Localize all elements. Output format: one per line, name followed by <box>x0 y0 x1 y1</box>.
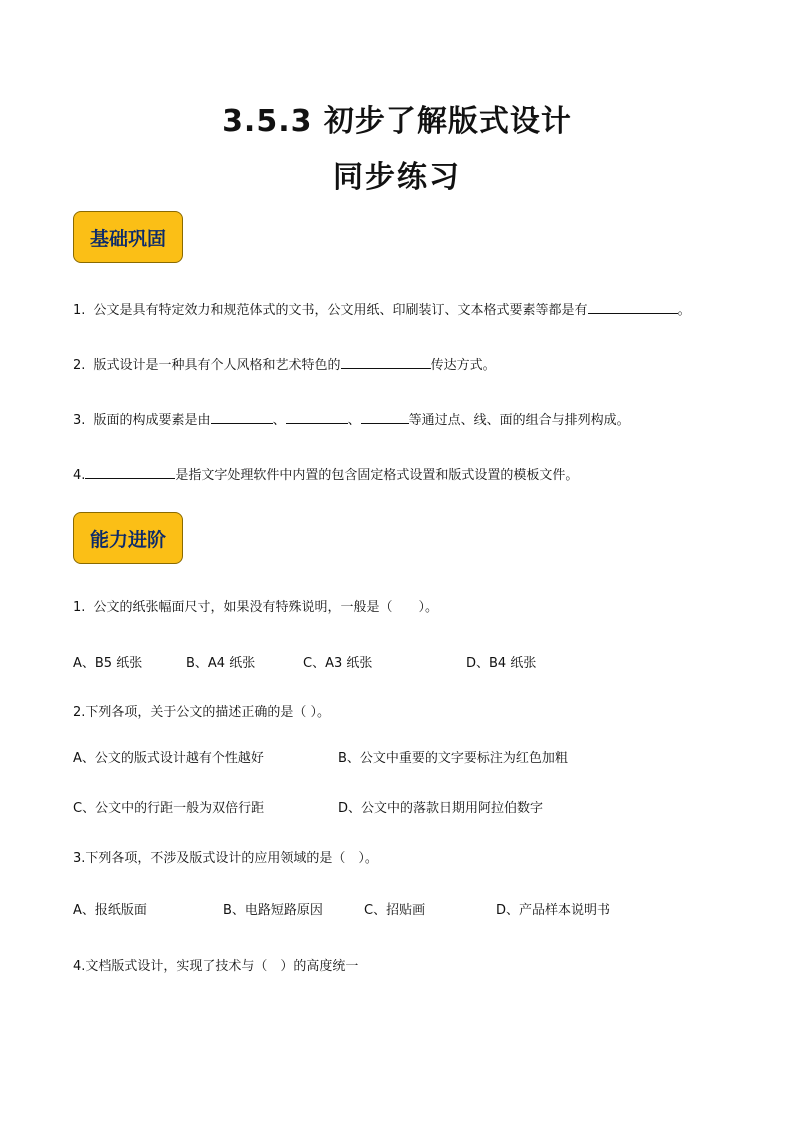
question-text: 是指文字处理软件中内置的包含固定格式设置和版式设置的模板文件。 <box>175 468 579 483</box>
fill-question-4 <box>73 464 578 483</box>
answer-blank-1[interactable] <box>211 409 273 424</box>
page-title: 3.5.3 初步了解版式设计 <box>222 104 572 139</box>
choice-question-4: 4.文档版式设计，实现了技术与（ ）的高度统一 <box>73 959 359 974</box>
answer-blank[interactable] <box>341 354 431 369</box>
section-badge-basic: 基础巩固 <box>73 211 183 263</box>
separator: 、 <box>272 413 286 428</box>
choice-question-1 <box>73 596 438 615</box>
question-text: 公文是具有特定效力和规范体式的文书，公文用纸、印刷装订、文本格式要素等都是有 <box>93 303 588 318</box>
answer-blank[interactable] <box>85 464 175 479</box>
question-number: 4. <box>73 468 86 483</box>
question-text: 公文的纸张幅面尺寸，如果没有特殊说明，一般是（ ）。 <box>93 600 439 615</box>
question-text-end: 传达方式。 <box>430 358 496 373</box>
option-d[interactable]: D、B4 纸张 <box>466 656 537 671</box>
option-a[interactable]: A、报纸版面 <box>73 903 147 918</box>
fill-question-2 <box>73 354 496 373</box>
question-text: 版面的构成要素是由 <box>93 413 211 428</box>
answer-blank[interactable] <box>588 299 678 314</box>
option-b[interactable]: B、电路短路原因 <box>223 903 323 918</box>
question-text-end: 等通过点、线、面的组合与排列构成。 <box>408 413 630 428</box>
option-b[interactable]: B、公文中重要的文字要标注为红色加粗 <box>338 751 568 766</box>
option-b[interactable]: B、A4 纸张 <box>186 656 256 671</box>
question-number: 1. <box>73 303 86 318</box>
option-d[interactable]: D、公文中的落款日期用阿拉伯数字 <box>338 801 544 816</box>
page-subtitle: 同步练习 <box>333 160 461 195</box>
question-number: 1. <box>73 600 86 615</box>
option-c[interactable]: C、A3 纸张 <box>303 656 373 671</box>
answer-blank-3[interactable] <box>361 409 409 424</box>
fill-question-1 <box>73 299 691 318</box>
fill-question-3 <box>73 409 630 428</box>
section-badge-advanced: 能力进阶 <box>73 512 183 564</box>
choice-question-2: 2.下列各项，关于公文的描述正确的是（ ）。 <box>73 705 331 720</box>
question-text: 版式设计是一种具有个人风格和艺术特色的 <box>93 358 341 373</box>
option-a[interactable]: A、公文的版式设计越有个性越好 <box>73 751 264 766</box>
question-text-end: 。 <box>677 303 691 318</box>
option-a[interactable]: A、B5 纸张 <box>73 656 143 671</box>
choice-question-3: 3.下列各项，不涉及版式设计的应用领域的是（ ）。 <box>73 851 378 866</box>
separator: 、 <box>347 413 361 428</box>
option-c[interactable]: C、公文中的行距一般为双倍行距 <box>73 801 265 816</box>
question-number: 2. <box>73 358 86 373</box>
option-c[interactable]: C、招贴画 <box>364 903 426 918</box>
answer-blank-2[interactable] <box>286 409 348 424</box>
option-d[interactable]: D、产品样本说明书 <box>496 903 611 918</box>
question-number: 3. <box>73 413 86 428</box>
